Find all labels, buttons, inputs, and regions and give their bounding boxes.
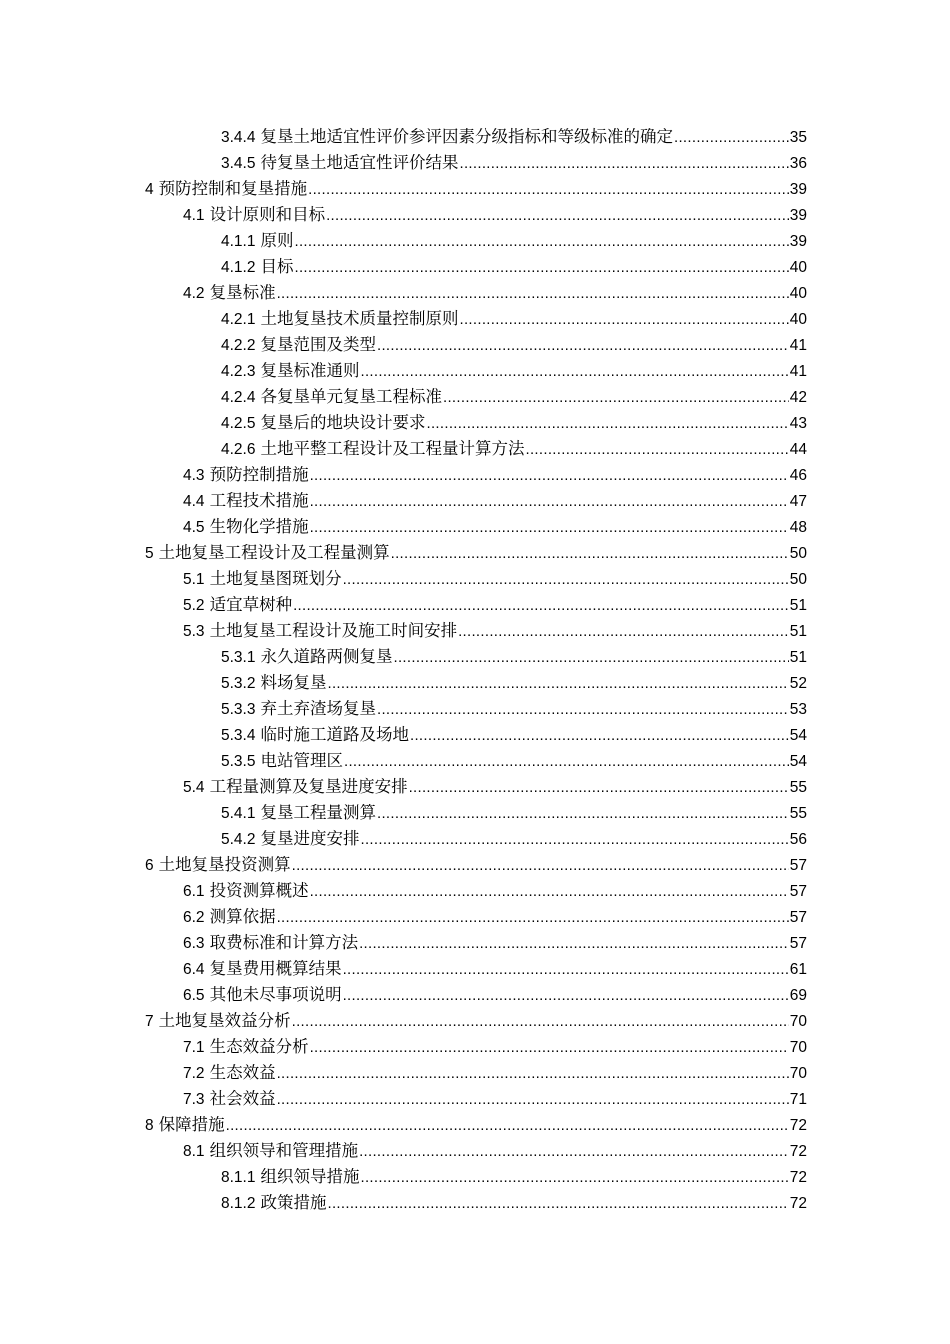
toc-page-number: 41 <box>789 337 807 354</box>
toc-entry[interactable] <box>0 878 950 904</box>
toc-entry-line <box>221 826 807 853</box>
toc-entry-line <box>221 696 807 723</box>
toc-dot-leader <box>360 359 788 385</box>
toc-entry-number: 6.2 <box>183 909 205 926</box>
toc-dot-leader <box>359 931 789 957</box>
toc-entry[interactable] <box>0 306 950 332</box>
toc-page-number: 52 <box>789 675 807 692</box>
toc-entry-number: 8.1.2 <box>221 1195 256 1212</box>
toc-entry-line <box>183 1034 807 1061</box>
toc-dot-leader <box>277 1061 789 1087</box>
toc-entry-title: 生物化学措施 <box>209 517 309 536</box>
toc-dot-leader <box>294 255 788 281</box>
toc-entry-title: 适宜草树种 <box>209 595 293 614</box>
toc-entry[interactable] <box>0 488 950 514</box>
toc-entry-number: 4.2.5 <box>221 415 256 432</box>
toc-entry[interactable] <box>0 930 950 956</box>
toc-entry-number: 7 <box>145 1013 154 1030</box>
toc-dot-leader <box>360 1165 788 1191</box>
toc-entry-title: 复垦标准通则 <box>260 361 360 380</box>
toc-entry-number: 5 <box>145 545 154 562</box>
toc-dot-leader <box>459 307 788 333</box>
toc-entry-line <box>183 930 807 957</box>
toc-page-number: 71 <box>789 1091 807 1108</box>
toc-entry-line <box>183 1086 807 1113</box>
toc-entry-number: 8 <box>145 1117 154 1134</box>
toc-entry-number: 5.3 <box>183 623 205 640</box>
toc-entry[interactable] <box>0 176 950 202</box>
toc-entry-title: 目标 <box>260 257 294 276</box>
toc-entry-number: 5.4 <box>183 779 205 796</box>
toc-entry[interactable] <box>0 332 950 358</box>
toc-page-number: 40 <box>789 285 807 302</box>
toc-entry-number: 5.3.5 <box>221 753 256 770</box>
toc-entry-line <box>183 956 807 983</box>
toc-entry-line <box>183 774 807 801</box>
toc-dot-leader <box>310 879 789 905</box>
toc-page-number: 46 <box>789 467 807 484</box>
toc-entry-line <box>183 462 807 489</box>
toc-dot-leader <box>292 853 789 879</box>
toc-page-number: 42 <box>789 389 807 406</box>
toc-page-number: 51 <box>789 597 807 614</box>
toc-entry-line <box>145 1112 807 1139</box>
toc-dot-leader <box>226 1113 789 1139</box>
toc-entry-title: 工程量测算及复垦进度安排 <box>209 777 408 796</box>
toc-entry-title: 其他未尽事项说明 <box>209 985 342 1004</box>
toc-entry-number: 5.3.3 <box>221 701 256 718</box>
toc-page-number: 70 <box>789 1065 807 1082</box>
toc-page-number: 51 <box>789 623 807 640</box>
toc-entry-line <box>221 254 807 281</box>
toc-page-number: 54 <box>789 727 807 744</box>
toc-entry-number: 4.2.4 <box>221 389 256 406</box>
toc-page-number: 57 <box>789 883 807 900</box>
toc-page-number: 72 <box>789 1117 807 1134</box>
toc-entry[interactable] <box>0 384 950 410</box>
toc-dot-leader <box>443 385 789 411</box>
toc-entry[interactable] <box>0 774 950 800</box>
toc-entry-title: 土地复垦投资测算 <box>158 855 291 874</box>
toc-entry[interactable] <box>0 618 950 644</box>
toc-dot-leader <box>327 671 788 697</box>
toc-page-number: 72 <box>789 1195 807 1212</box>
toc-entry[interactable] <box>0 592 950 618</box>
toc-entry-line <box>221 722 807 749</box>
toc-entry-title: 复垦费用概算结果 <box>209 959 342 978</box>
toc-entry[interactable] <box>0 1060 950 1086</box>
toc-entry[interactable] <box>0 228 950 254</box>
toc-entry-line <box>183 202 807 229</box>
toc-entry[interactable] <box>0 1034 950 1060</box>
toc-entry-title: 土地平整工程设计及工程量计算方法 <box>260 439 525 458</box>
toc-entry[interactable] <box>0 202 950 228</box>
toc-entry-title: 临时施工道路及场地 <box>260 725 409 744</box>
toc-entry[interactable] <box>0 1138 950 1164</box>
toc-entry-title: 土地复垦图斑划分 <box>209 569 342 588</box>
toc-entry-number: 7.2 <box>183 1065 205 1082</box>
toc-entry-line <box>221 358 807 385</box>
toc-entry-line <box>221 644 807 671</box>
toc-entry-number: 7.3 <box>183 1091 205 1108</box>
toc-dot-leader <box>310 1035 789 1061</box>
toc-entry[interactable] <box>0 722 950 748</box>
toc-dot-leader <box>393 645 788 671</box>
toc-dot-leader <box>327 1191 788 1217</box>
toc-entry-number: 4.4 <box>183 493 205 510</box>
toc-page-number: 40 <box>789 259 807 276</box>
toc-entry-title: 复垦进度安排 <box>260 829 360 848</box>
toc-entry-number: 8.1.1 <box>221 1169 256 1186</box>
toc-page-number: 50 <box>789 571 807 588</box>
toc-page-number: 41 <box>789 363 807 380</box>
toc-dot-leader <box>277 905 789 931</box>
toc-entry-line <box>221 384 807 411</box>
toc-entry-number: 6.3 <box>183 935 205 952</box>
toc-entry-line <box>221 436 807 463</box>
toc-entry-number: 5.4.2 <box>221 831 256 848</box>
toc-entry[interactable] <box>0 150 950 176</box>
toc-entry[interactable] <box>0 644 950 670</box>
toc-entry-title: 投资测算概述 <box>209 881 309 900</box>
toc-entry-title: 各复垦单元复垦工程标准 <box>260 387 442 406</box>
toc-entry-title: 工程技术措施 <box>209 491 309 510</box>
toc-entry-title: 原则 <box>260 231 294 250</box>
toc-entry[interactable] <box>0 280 950 306</box>
toc-page-number: 50 <box>789 545 807 562</box>
toc-entry-title: 待复垦土地适宜性评价结果 <box>260 153 459 172</box>
toc-entry-line <box>145 852 807 879</box>
toc-entry[interactable] <box>0 1164 950 1190</box>
toc-page-number: 57 <box>789 857 807 874</box>
toc-entry-title: 保障措施 <box>158 1115 225 1134</box>
toc-entry-line <box>221 150 807 177</box>
toc-entry-title: 复垦土地适宜性评价参评因素分级指标和等级标准的确定 <box>260 127 673 146</box>
toc-dot-leader <box>277 1087 789 1113</box>
toc-page-number: 70 <box>789 1013 807 1030</box>
toc-entry-title: 复垦后的地块设计要求 <box>260 413 426 432</box>
toc-dot-leader <box>674 125 789 151</box>
toc-entry[interactable] <box>0 904 950 930</box>
toc-entry[interactable] <box>0 1112 950 1138</box>
toc-entry-line <box>145 1008 807 1035</box>
toc-page-number: 43 <box>789 415 807 432</box>
toc-entry-line <box>183 982 807 1009</box>
toc-entry-line <box>221 410 807 437</box>
toc-entry-line <box>183 1138 807 1165</box>
toc-dot-leader <box>344 749 789 775</box>
toc-entry-number: 5.4.1 <box>221 805 256 822</box>
toc-entry-line <box>221 228 807 255</box>
toc-entry-number: 6.1 <box>183 883 205 900</box>
table-of-contents <box>0 124 950 1216</box>
toc-page-number: 56 <box>789 831 807 848</box>
toc-page-number: 57 <box>789 935 807 952</box>
toc-entry-line <box>221 332 807 359</box>
toc-entry-number: 6 <box>145 857 154 874</box>
toc-entry-line <box>183 488 807 515</box>
toc-entry-title: 料场复垦 <box>260 673 327 692</box>
toc-entry-line <box>183 592 807 619</box>
toc-entry-number: 3.4.4 <box>221 129 256 146</box>
toc-entry-number: 4.1.2 <box>221 259 256 276</box>
toc-page-number: 61 <box>789 961 807 978</box>
toc-entry-line <box>145 540 807 567</box>
toc-dot-leader <box>292 1009 789 1035</box>
toc-page-number: 55 <box>789 805 807 822</box>
toc-dot-leader <box>359 1139 789 1165</box>
toc-dot-leader <box>410 723 789 749</box>
toc-entry-line <box>183 878 807 905</box>
toc-entry-number: 4.2.1 <box>221 311 256 328</box>
toc-dot-leader <box>310 463 789 489</box>
toc-page-number: 70 <box>789 1039 807 1056</box>
toc-entry-number: 4.3 <box>183 467 205 484</box>
toc-entry-title: 复垦标准 <box>209 283 276 302</box>
toc-entry-line <box>221 748 807 775</box>
toc-entry-line <box>183 1060 807 1087</box>
toc-entry-line <box>221 800 807 827</box>
toc-entry-title: 政策措施 <box>260 1193 327 1212</box>
toc-page-number: 51 <box>789 649 807 666</box>
toc-entry[interactable] <box>0 956 950 982</box>
toc-entry-number: 5.3.1 <box>221 649 256 666</box>
toc-entry-line <box>145 176 807 203</box>
toc-entry[interactable] <box>0 826 950 852</box>
toc-entry-number: 4.2 <box>183 285 205 302</box>
toc-entry[interactable] <box>0 1086 950 1112</box>
toc-entry-line <box>221 1164 807 1191</box>
toc-entry-line <box>183 566 807 593</box>
toc-entry-line <box>183 904 807 931</box>
toc-entry-number: 5.3.4 <box>221 727 256 744</box>
toc-dot-leader <box>391 541 789 567</box>
toc-dot-leader <box>360 827 788 853</box>
toc-dot-leader <box>343 567 789 593</box>
toc-dot-leader <box>294 229 788 255</box>
toc-entry-title: 生态效益 <box>209 1063 276 1082</box>
toc-entry-number: 5.3.2 <box>221 675 256 692</box>
toc-entry-number: 4.2.6 <box>221 441 256 458</box>
toc-entry-number: 4.1.1 <box>221 233 256 250</box>
toc-page-number: 53 <box>789 701 807 718</box>
toc-entry-number: 5.1 <box>183 571 205 588</box>
toc-dot-leader <box>377 801 789 827</box>
toc-entry[interactable] <box>0 982 950 1008</box>
toc-page-number: 55 <box>789 779 807 796</box>
toc-entry-number: 5.2 <box>183 597 205 614</box>
toc-entry[interactable] <box>0 436 950 462</box>
toc-entry[interactable] <box>0 748 950 774</box>
toc-page-number: 39 <box>789 207 807 224</box>
toc-dot-leader <box>310 489 789 515</box>
toc-entry[interactable] <box>0 514 950 540</box>
toc-entry-title: 土地复垦技术质量控制原则 <box>260 309 459 328</box>
toc-dot-leader <box>308 177 789 203</box>
toc-dot-leader <box>377 333 789 359</box>
toc-entry-number: 6.5 <box>183 987 205 1004</box>
toc-dot-leader <box>343 983 789 1009</box>
toc-entry-line <box>183 514 807 541</box>
toc-entry[interactable] <box>0 800 950 826</box>
toc-entry[interactable] <box>0 670 950 696</box>
toc-page-number: 39 <box>789 233 807 250</box>
toc-entry-title: 设计原则和目标 <box>209 205 326 224</box>
toc-entry[interactable] <box>0 1190 950 1216</box>
toc-dot-leader <box>458 619 789 645</box>
toc-page-number: 36 <box>789 155 807 172</box>
toc-entry-number: 8.1 <box>183 1143 205 1160</box>
toc-entry-title: 测算依据 <box>209 907 276 926</box>
toc-dot-leader <box>326 203 789 229</box>
toc-entry-number: 6.4 <box>183 961 205 978</box>
toc-entry-title: 生态效益分析 <box>209 1037 309 1056</box>
toc-page-number: 57 <box>789 909 807 926</box>
toc-entry[interactable] <box>0 696 950 722</box>
toc-entry-title: 复垦范围及类型 <box>260 335 376 354</box>
toc-entry-number: 4.2.2 <box>221 337 256 354</box>
toc-entry-number: 4.5 <box>183 519 205 536</box>
toc-entry-title: 复垦工程量测算 <box>260 803 376 822</box>
toc-dot-leader <box>343 957 789 983</box>
toc-entry-line <box>183 280 807 307</box>
toc-entry-number: 3.4.5 <box>221 155 256 172</box>
toc-entry[interactable] <box>0 540 950 566</box>
toc-entry-line <box>221 670 807 697</box>
toc-entry-line <box>183 618 807 645</box>
toc-entry[interactable] <box>0 462 950 488</box>
toc-entry-title: 土地复垦工程设计及工程量测算 <box>158 543 390 562</box>
toc-entry[interactable] <box>0 124 950 150</box>
toc-entry-number: 4 <box>145 181 154 198</box>
toc-entry-title: 社会效益 <box>209 1089 276 1108</box>
toc-entry-number: 4.2.3 <box>221 363 256 380</box>
toc-entry[interactable] <box>0 358 950 384</box>
toc-entry-title: 组织领导措施 <box>260 1167 360 1186</box>
toc-entry[interactable] <box>0 254 950 280</box>
toc-entry-title: 组织领导和管理措施 <box>209 1141 359 1160</box>
toc-entry-title: 土地复垦工程设计及施工时间安排 <box>209 621 458 640</box>
toc-entry-number: 4.1 <box>183 207 205 224</box>
toc-entry[interactable] <box>0 1008 950 1034</box>
toc-entry-line <box>221 1190 807 1217</box>
toc-dot-leader <box>409 775 789 801</box>
toc-entry-title: 预防控制措施 <box>209 465 309 484</box>
toc-entry-title: 取费标准和计算方法 <box>209 933 359 952</box>
toc-dot-leader <box>426 411 788 437</box>
toc-page-number: 40 <box>789 311 807 328</box>
toc-page-number: 35 <box>789 129 807 146</box>
toc-dot-leader <box>277 281 789 307</box>
toc-page-number: 48 <box>789 519 807 536</box>
toc-page-number: 47 <box>789 493 807 510</box>
toc-entry[interactable] <box>0 852 950 878</box>
toc-entry[interactable] <box>0 410 950 436</box>
toc-page-number: 69 <box>789 987 807 1004</box>
toc-entry[interactable] <box>0 566 950 592</box>
toc-entry-number: 7.1 <box>183 1039 205 1056</box>
toc-dot-leader <box>525 437 788 463</box>
toc-entry-title: 预防控制和复垦措施 <box>158 179 308 198</box>
toc-entry-line <box>221 306 807 333</box>
toc-entry-title: 土地复垦效益分析 <box>158 1011 291 1030</box>
toc-page-number: 44 <box>789 441 807 458</box>
toc-entry-title: 永久道路两侧复垦 <box>260 647 393 666</box>
toc-dot-leader <box>377 697 789 723</box>
toc-page-number: 39 <box>789 181 807 198</box>
toc-page-number: 72 <box>789 1169 807 1186</box>
toc-dot-leader <box>459 151 788 177</box>
toc-page-number: 72 <box>789 1143 807 1160</box>
toc-entry-title: 电站管理区 <box>260 751 343 770</box>
toc-entry-line <box>221 124 807 151</box>
toc-entry-title: 弃土弃渣场复垦 <box>260 699 376 718</box>
toc-dot-leader <box>310 515 789 541</box>
toc-page-number: 54 <box>789 753 807 770</box>
toc-dot-leader <box>293 593 789 619</box>
